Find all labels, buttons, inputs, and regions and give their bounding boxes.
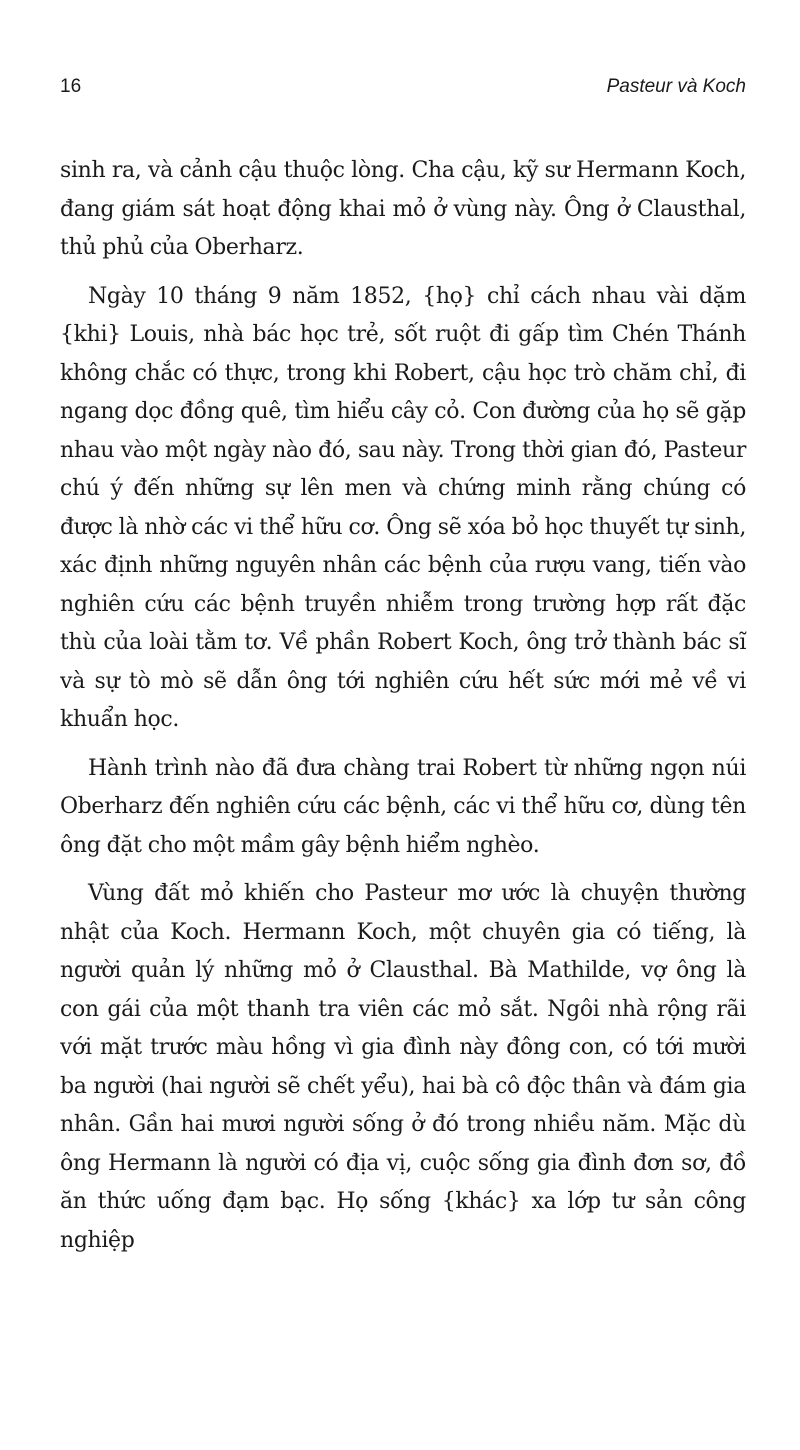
paragraph: Hành trình nào đã đưa chàng trai Robert từ những ngọn núi Oberharz đến nghiên cứu các bệnh, các vi thể hữu cơ, dùng tên ông đặt cho một mầm gây bệnh hiểm nghèo. [60,755,746,858]
paragraph-continuation: sinh ra, và cảnh cậu thuộc lòng. Cha cậu, kỹ sư Hermann Koch, đang giám sát hoạt động khai mỏ ở vùng này. Ông ở Clausthal, thủ phủ của Oberharz. [60,158,746,260]
page-number: 16 [60,76,82,97]
body-text [60,152,746,1270]
paragraph: Ngày 10 tháng 9 năm 1852, {họ} chỉ cách nhau vài dặm {khi} Louis, nhà bác học trẻ, sốt ruột đi gấp tìm Chén Thánh không chắc có thực, trong khi Robert, cậu học trò chăm chỉ, đi ngang dọc đồng quê, tìm hiểu cây cỏ. Con đường của họ sẽ gặp nhau vào một ngày nào đó, sau này. Trong thời gian đó, Pasteur chú ý đến những sự lên men và chứng minh rằng chúng có được là nhờ các vi thể hữu cơ. Ông sẽ xóa bỏ học thuyết tự sinh, xác định những nguyên nhân các bệnh của rượu vang, tiến vào nghiên cứu các bệnh truyền nhiễm trong trường hợp rất đặc thù của loài tằm tơ. Về phần Robert Koch, ông trở thành bác sĩ và sự tò mò sẽ dẫn ông tới nghiên cứu hết sức mới mẻ về vi khuẩn học. [60,283,746,732]
page-header [60,72,746,102]
paragraph: Vùng đất mỏ khiến cho Pasteur mơ ước là chuyện thường nhật của Koch. Hermann Koch, một chuyên gia có tiếng, là người quản lý những mỏ ở Clausthal. Bà Mathilde, vợ ông là con gái của một thanh tra viên các mỏ sắt. Ngôi nhà rộng rãi với mặt trước màu hồng vì gia đình này đông con, có tới mười ba người (hai người sẽ chết yểu), hai bà cô độc thân và đám gia nhân. Gần hai mươi người sống ở đó trong nhiều năm. Mặc dù ông Hermann là người có địa vị, cuộc sống gia đình đơn sơ, đồ ăn thức uống đạm bạc. Họ sống {khác} xa lớp tư sản công nghiệp [60,881,746,1253]
running-title: Pasteur và Koch [606,76,746,97]
